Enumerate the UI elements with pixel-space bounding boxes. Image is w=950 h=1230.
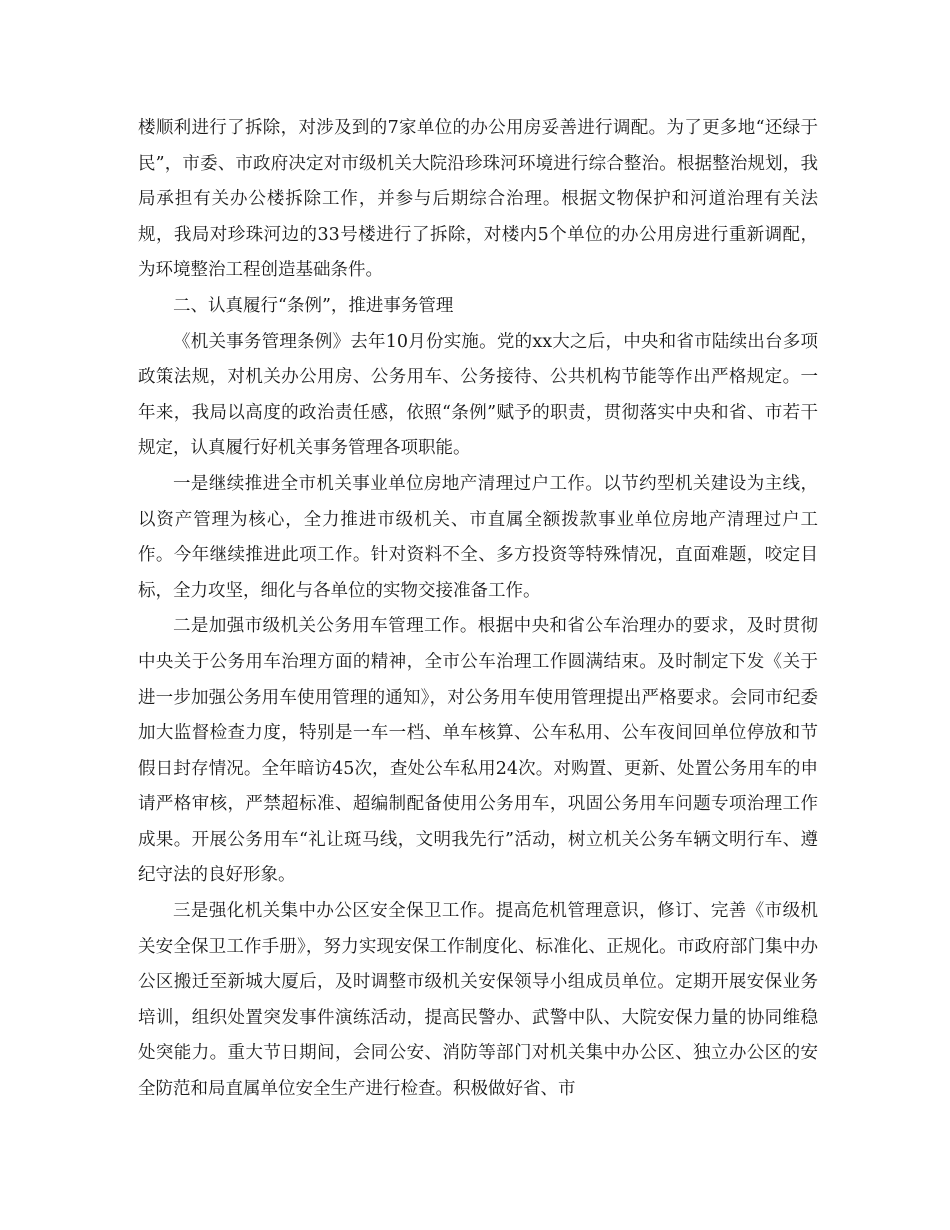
section-heading: 二、认真履行“条例”，推进事务管理	[173, 295, 454, 316]
paragraph-continuation: 楼顺利进行了拆除，对涉及到的7家单位的办公用房妥善进行调配。为了更多地“还绿于民”，市委、市政府决定对市级机关大院沿珍珠河环境进行综合整治。根据整治规划，我局承担有关办公楼拆除工作，并参与后期综合治理。根据文物保护和河道治理有关法规，我局对珍珠河边的33号楼进行了拆除，对楼内5个单位的办公用房进行重新调配，为环境整治工程创造基础条件。	[138, 118, 818, 281]
paragraph-security: 三是强化机关集中办公区安全保卫工作。提高危机管理意识，修订、完善《市级机关安全保卫工作手册》，努力实现安保工作制度化、标准化、正规化。市政府部门集中办公区搬迁至新城大厦后，及时调整市级机关安保领导小组成员单位。定期开展安保业务培训，组织处置突发事件演练活动，提高民警办、武警中队、大院安保力量的协同维稳处突能力。重大节日期间，会同公安、消防等部门对机关集中办公区、独立办公区的安全防范和局直属单位安全生产进行检查。积极做好省、市	[138, 901, 818, 1100]
paragraph-real-estate: 一是继续推进全市机关事业单位房地产清理过户工作。以节约型机关建设为主线，以资产管理为核心，全力推进市级机关、市直属全额拨款事业单位房地产清理过户工作。今年继续推进此项工作。针对资料不全、多方投资等特殊情况，直面难题，咬定目标，全力攻坚，细化与各单位的实物交接准备工作。	[138, 473, 818, 601]
paragraph-regulation: 《机关事务管理条例》去年10月份实施。党的xx大之后，中央和省市陆续出台多项政策法规，对机关办公用房、公务用车、公务接待、公共机构节能等作出严格规定。一年来，我局以高度的政治责任感，依照“条例”赋予的职责，贯彻落实中央和省、市若干规定，认真履行好机关事务管理各项职能。	[138, 331, 818, 459]
paragraph-vehicles: 二是加强市级机关公务用车管理工作。根据中央和省公车治理办的要求，及时贯彻中央关于公务用车治理方面的精神，全市公车治理工作圆满结束。及时制定下发《关于进一步加强公务用车使用管理的通知》，对公务用车使用管理提出严格要求。会同市纪委加大监督检查力度，特别是一车一档、单车核算、公车私用、公车夜间回单位停放和节假日封存情况。全年暗访45次，查处公车私用24次。对购置、更新、处置公务用车的申请严格审核，严禁超标准、超编制配备使用公务用车，巩固公务用车问题专项治理工作成果。开展公务用车“礼让斑马线，文明我先行”活动，树立机关公务车辆文明行车、遵纪守法的良好形象。	[138, 616, 818, 886]
document-body	[138, 111, 818, 1108]
